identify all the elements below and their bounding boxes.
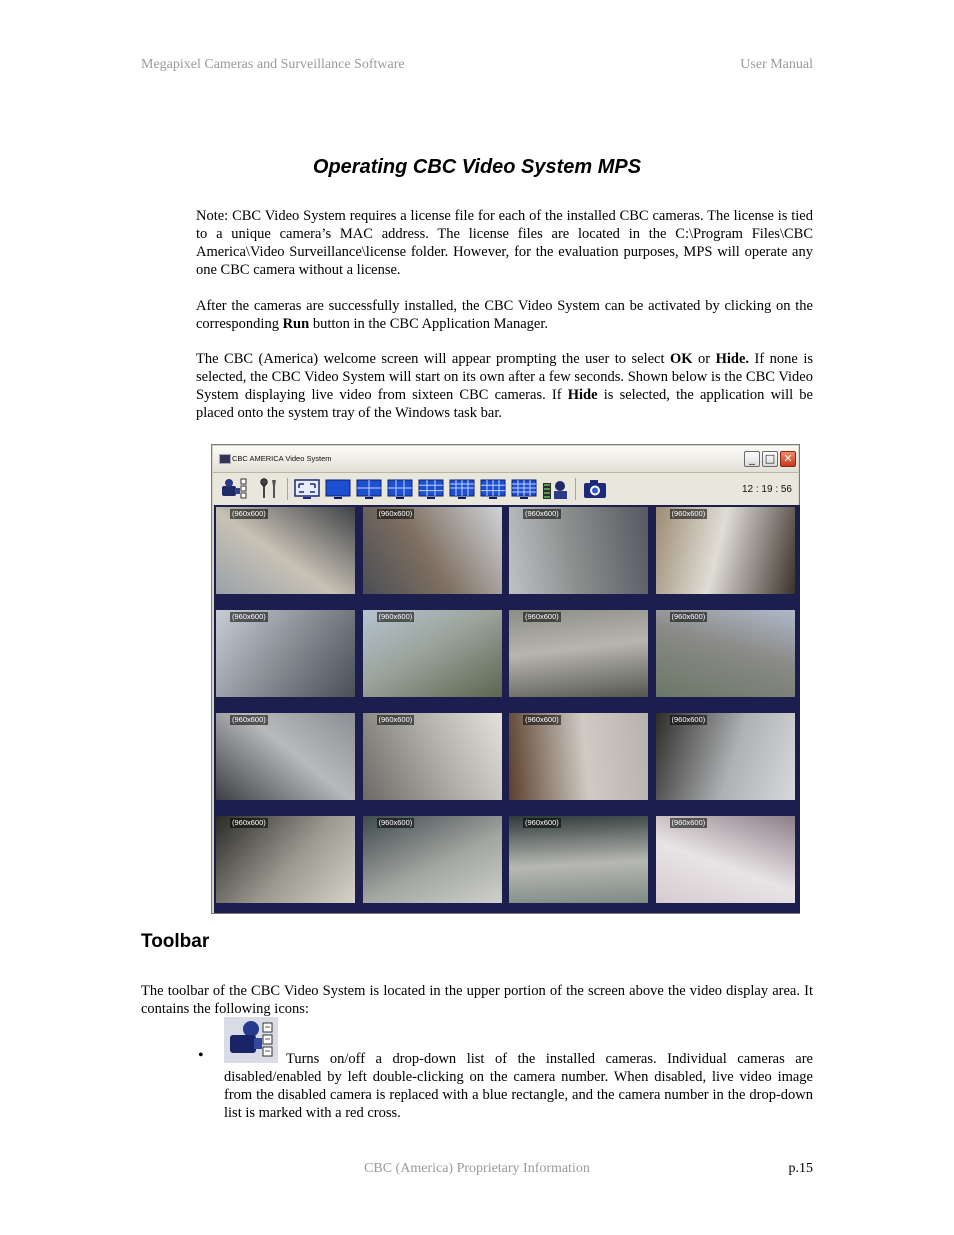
camera-view[interactable] bbox=[216, 507, 355, 594]
maximize-button[interactable]: □ bbox=[762, 451, 778, 467]
camera-view[interactable] bbox=[656, 610, 795, 697]
camera-resolution-label: (960x600) bbox=[671, 509, 706, 518]
camera-resolution-label: (960x600) bbox=[525, 715, 559, 724]
camera-resolution-label: (960x600) bbox=[671, 715, 706, 724]
toolbar-intro-paragraph: The toolbar of the CBC Video System is located in the upper portion of the screen above the video display area. It contains the following icons: bbox=[141, 983, 813, 1017]
video-grid bbox=[214, 505, 800, 913]
tools-icon[interactable] bbox=[257, 477, 281, 501]
camera-resolution-label: (960x600) bbox=[525, 818, 559, 827]
fullscreen-icon[interactable] bbox=[294, 477, 320, 501]
section-heading-toolbar: Toolbar bbox=[141, 931, 210, 952]
camera-view[interactable] bbox=[509, 816, 648, 903]
clock-display: 12 : 19 : 56 bbox=[741, 484, 792, 495]
toolbar-separator bbox=[575, 478, 576, 500]
camera-view[interactable] bbox=[656, 816, 795, 903]
recording-icon[interactable] bbox=[541, 477, 569, 501]
nine-view-icon[interactable] bbox=[418, 477, 444, 501]
quad-view-icon[interactable] bbox=[356, 477, 382, 501]
camera-resolution-label: (960x600) bbox=[232, 715, 266, 724]
camera-resolution-label: (960x600) bbox=[378, 509, 413, 518]
camera-resolution-label: (960x600) bbox=[232, 612, 266, 621]
camera-view[interactable] bbox=[216, 713, 355, 800]
camera-view[interactable] bbox=[509, 610, 648, 697]
snapshot-camera-icon[interactable] bbox=[582, 477, 608, 501]
camera-view[interactable] bbox=[363, 610, 502, 697]
window-titlebar bbox=[213, 446, 798, 473]
video-system-screenshot bbox=[211, 444, 800, 914]
camera-resolution-label: (960x600) bbox=[671, 612, 706, 621]
running-header-right: User Manual bbox=[740, 57, 813, 72]
camera-resolution-label: (960x600) bbox=[378, 715, 413, 724]
camera-list-icon[interactable] bbox=[221, 477, 249, 501]
window-title: CBC AMERICA Video System bbox=[232, 454, 332, 463]
camera-view[interactable] bbox=[216, 816, 355, 903]
hide-keyword: Hide. bbox=[715, 351, 750, 367]
camera-resolution-label: (960x600) bbox=[525, 509, 559, 518]
camera-list-description: Turns on/off a drop-down list of the installed cameras. Individual cameras are disabled/enabled by left double-clicking on the camera number. When disabled, live video image from the disabled camera is replaced with a blue rectangle, and the camera number in the drop-down list is marked with a red cross. bbox=[224, 1051, 813, 1121]
six-view-icon[interactable] bbox=[387, 477, 413, 501]
footer-proprietary: CBC (America) Proprietary Information bbox=[364, 1161, 590, 1176]
close-button[interactable]: ✕ bbox=[780, 451, 796, 467]
hide-keyword-2: Hide bbox=[567, 387, 598, 403]
camera-view[interactable] bbox=[509, 713, 648, 800]
ten-view-icon[interactable] bbox=[449, 477, 475, 501]
minimize-button[interactable]: _ bbox=[744, 451, 760, 467]
camera-resolution-label: (960x600) bbox=[232, 509, 266, 518]
activation-paragraph: After the cameras are successfully installed, the CBC Video System can be activated by clicking on the corresponding Run button in the CBC Application Manager. bbox=[196, 298, 813, 332]
camera-resolution-label: (960x600) bbox=[232, 818, 266, 827]
camera-view[interactable] bbox=[216, 610, 355, 697]
bullet-marker: • bbox=[198, 1047, 204, 1064]
camera-view[interactable] bbox=[509, 507, 648, 594]
run-keyword: Run bbox=[282, 316, 310, 332]
app-toolbar bbox=[213, 473, 798, 505]
page-number: p.15 bbox=[788, 1161, 813, 1176]
camera-view[interactable] bbox=[363, 507, 502, 594]
camera-resolution-label: (960x600) bbox=[378, 818, 413, 827]
note-paragraph: Note: CBC Video System requires a license file for each of the installed CBC cameras. The license is tied to a unique camera’s MAC address. The license files are located in the C:\Program Files\CBC America\Video Surveillance\license folder. However, for the evaluation purposes, MPS will operate any one CBC camera without a license. bbox=[196, 208, 813, 278]
running-header-left: Megapixel Cameras and Surveillance Software bbox=[141, 57, 405, 72]
sixteen-view-icon[interactable] bbox=[511, 477, 537, 501]
camera-view[interactable] bbox=[363, 816, 502, 903]
camera-view[interactable] bbox=[656, 507, 795, 594]
ok-keyword: OK bbox=[670, 351, 693, 367]
camera-view[interactable] bbox=[656, 713, 795, 800]
camera-resolution-label: (960x600) bbox=[525, 612, 559, 621]
toolbar-separator bbox=[287, 478, 288, 500]
camera-view[interactable] bbox=[363, 713, 502, 800]
page-title: Operating CBC Video System MPS bbox=[312, 156, 642, 178]
app-icon bbox=[219, 454, 231, 464]
camera-resolution-label: (960x600) bbox=[671, 818, 706, 827]
single-view-icon[interactable] bbox=[325, 477, 351, 501]
camera-resolution-label: (960x600) bbox=[378, 612, 413, 621]
welcome-paragraph: The CBC (America) welcome screen will appear prompting the user to select OK or Hide. If none is selected, the CBC Video System will start on its own after a few seconds. Shown below is the CBC Video System displaying live video from sixteen CBC cameras. If Hide is selected, the application will be placed onto the system tray of the Windows task bar. bbox=[196, 351, 813, 421]
twelve-view-icon[interactable] bbox=[480, 477, 506, 501]
